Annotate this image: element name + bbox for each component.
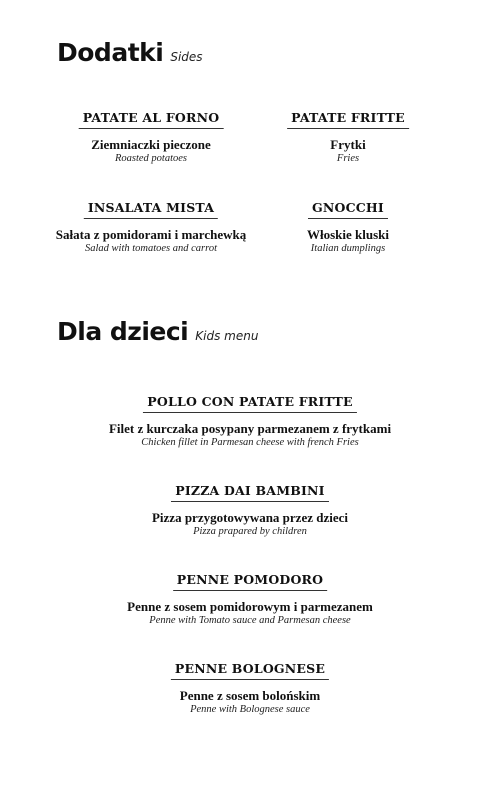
menu-item-penne-bolognese bbox=[171, 660, 329, 717]
kids-section-subtitle: Kids menu bbox=[195, 329, 259, 343]
menu-item-polish: Ziemniaczki pieczone bbox=[91, 137, 211, 152]
sides-section-header bbox=[57, 38, 203, 67]
menu-item-name: PIZZA DAI BAMBINI bbox=[171, 483, 328, 502]
sides-section-title: Dodatki bbox=[57, 38, 164, 67]
menu-item-english: Penne with Bolognese sauce bbox=[190, 704, 310, 715]
sides-section-subtitle: Sides bbox=[170, 50, 203, 64]
menu-item-english: Italian dumplings bbox=[310, 243, 386, 254]
menu-item-name: POLLO CON PATATE FRITTE bbox=[143, 394, 356, 413]
menu-item-english: Fries bbox=[336, 153, 360, 164]
menu-item-english: Penne with Tomato sauce and Parmesan cheese bbox=[149, 615, 351, 626]
menu-item-english: Roasted potatoes bbox=[114, 153, 188, 164]
menu-item-english: Pizza prapared by children bbox=[193, 526, 307, 537]
menu-item-insalata-mista bbox=[56, 199, 246, 256]
menu-item-patate-fritte bbox=[287, 109, 409, 166]
menu-item-polish: Penne z sosem bolońskim bbox=[179, 688, 321, 703]
menu-item-polish: Sałata z pomidorami i marchewką bbox=[55, 227, 247, 242]
menu-item-name: PATATE FRITTE bbox=[287, 110, 409, 129]
menu-item-english: Chicken fillet in Parmesan cheese with french Fries bbox=[141, 437, 359, 448]
menu-item-gnocchi bbox=[307, 199, 389, 256]
menu-item-penne-pomodoro bbox=[127, 571, 373, 628]
menu-item-polish: Włoskie kluski bbox=[306, 227, 390, 242]
menu-item-name: PATATE AL FORNO bbox=[79, 110, 224, 129]
menu-item-pollo-con-patate-fritte bbox=[109, 393, 391, 450]
menu-item-name: PENNE BOLOGNESE bbox=[171, 661, 329, 680]
menu-item-name: PENNE POMODORO bbox=[173, 572, 327, 591]
menu-item-name: GNOCCHI bbox=[308, 200, 388, 219]
menu-item-polish: Pizza przygotowywana przez dzieci bbox=[151, 510, 349, 525]
menu-item-polish: Penne z sosem pomidorowym i parmezanem bbox=[127, 599, 373, 614]
menu-item-polish: Frytki bbox=[330, 137, 366, 152]
menu-item-patate-al-forno bbox=[79, 109, 224, 166]
kids-section-header bbox=[57, 317, 258, 346]
kids-section-title: Dla dzieci bbox=[57, 317, 189, 346]
menu-item-english: Salad with tomatoes and carrot bbox=[84, 243, 218, 254]
menu-item-name: INSALATA MISTA bbox=[84, 200, 218, 219]
menu-item-polish: Filet z kurczaka posypany parmezanem z frytkami bbox=[108, 421, 392, 436]
menu-item-pizza-dai-bambini bbox=[152, 482, 348, 539]
